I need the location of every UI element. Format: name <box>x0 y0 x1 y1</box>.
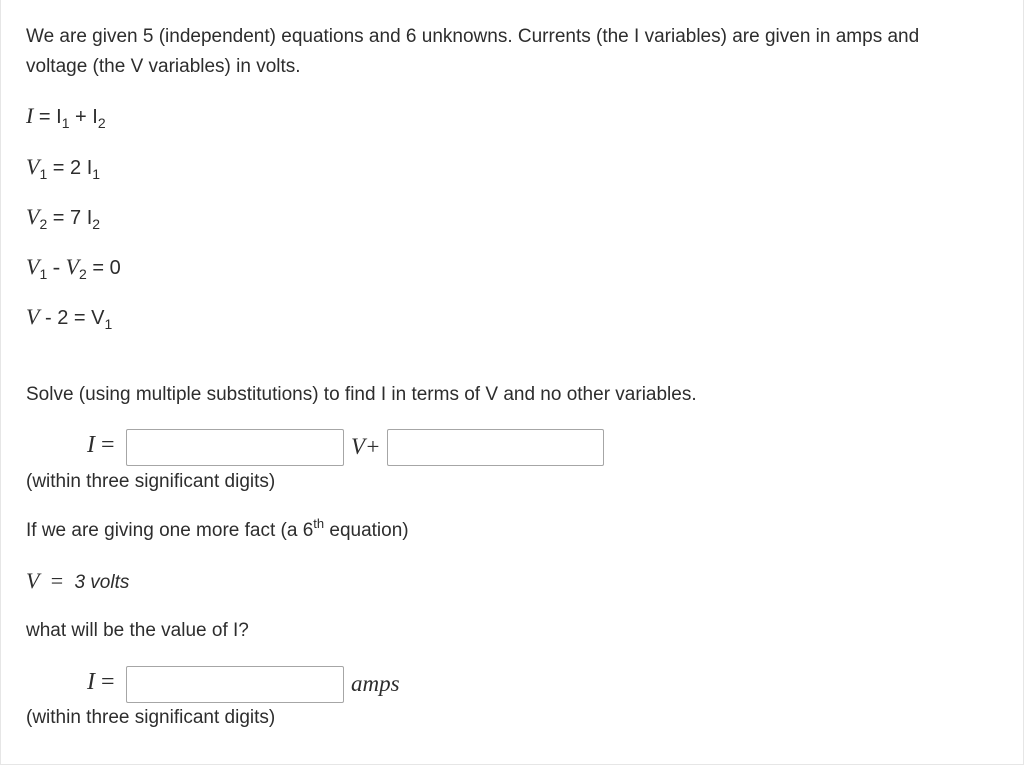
q1-coefficient-input[interactable] <box>126 429 344 466</box>
eq5-lhs: V <box>26 304 40 329</box>
eq4-rhs: = 0 <box>86 257 121 279</box>
equation-4 <box>26 254 121 281</box>
eq3-rhs: = 7 $I_2$ <box>47 207 101 232</box>
eq4-lhs: $V_1$ <box>26 254 48 282</box>
intro-line-1: We are given 5 (independent) equations and 6 unknowns. Currents (the I variables) are given in amps and <box>26 26 920 47</box>
eq4-mid: - $V_2$ <box>47 254 87 282</box>
equation-3 <box>26 204 100 231</box>
q2-value-input[interactable] <box>126 666 344 703</box>
eq1-rhs: = $I_1 + I_2$ <box>38 106 106 131</box>
eq2-rhs: = 2 $I_1$ <box>47 157 101 182</box>
eq5-rhs: - $2 = V_1$ <box>39 307 113 332</box>
q1-constant-input[interactable] <box>387 429 604 466</box>
question-2-prompt: what will be the value of I? <box>26 620 249 641</box>
eq2-lhs: $V_1$ <box>26 154 48 182</box>
equation-1 <box>26 103 106 130</box>
intro-line-2: voltage (the V variables) in volts. <box>26 56 301 77</box>
q1-answer-label: I = <box>87 432 115 458</box>
sixth-fact-text: If we are giving one more fact (a 6th equation) <box>26 516 409 541</box>
sixth-fact-equation: V = 3 volts <box>26 568 130 593</box>
q2-precision-note: (within three significant digits) <box>26 707 276 728</box>
q1-precision-note: (within three significant digits) <box>26 471 276 492</box>
q2-unit-label: amps <box>351 671 400 696</box>
equation-2 <box>26 154 100 181</box>
intro-text <box>26 22 1006 82</box>
q1-v-plus-label: V+ <box>351 434 381 459</box>
eq3-lhs: $V_2$ <box>26 204 48 232</box>
eq1-lhs: I <box>26 103 34 128</box>
q2-answer-label: I = <box>87 669 115 695</box>
question-1-prompt: Solve (using multiple substitutions) to find I in terms of V and no other variables. <box>26 384 697 405</box>
equation-5 <box>26 304 112 331</box>
